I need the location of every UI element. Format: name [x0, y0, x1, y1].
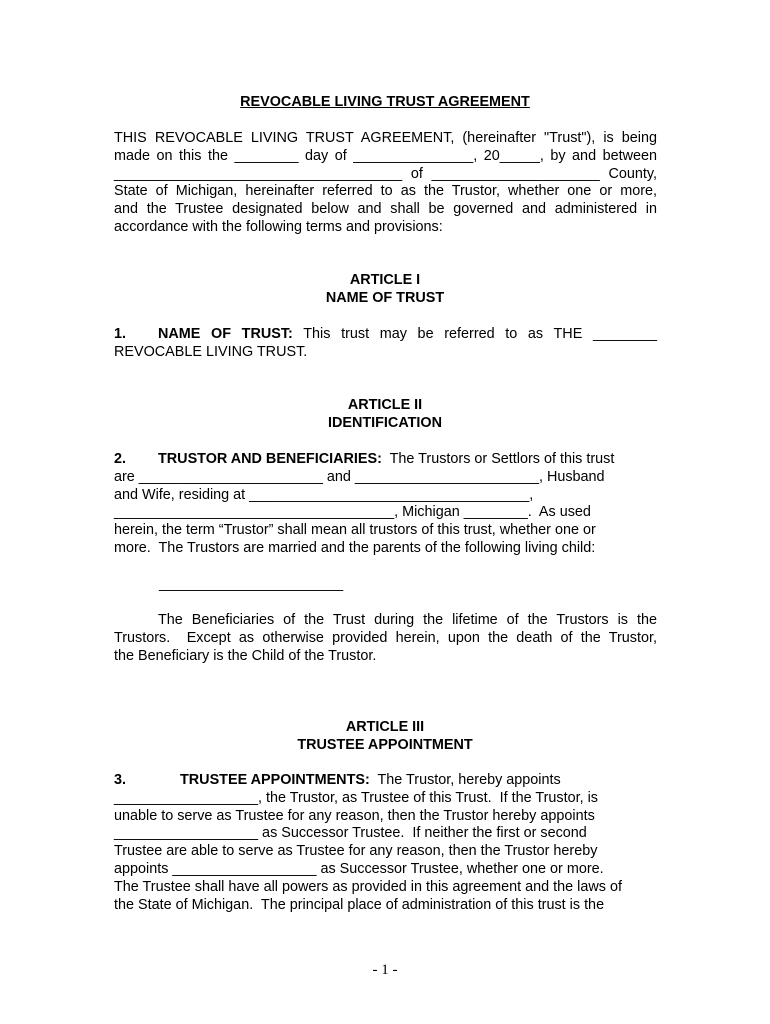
beneficiaries-line: the Beneficiary is the Child of the Trustor.: [114, 647, 377, 664]
article-1-subheading: NAME OF TRUST: [325, 290, 445, 306]
section-3-line: unable to serve as Trustee for any reason, then the Trustor hereby appoints: [114, 807, 595, 824]
intro-line: and the Trustee designated below and shall be governed and administered in: [114, 201, 657, 218]
intro-line: State of Michigan, hereinafter referred to as the Trustor, whether one or more,: [114, 183, 657, 200]
beneficiaries-line: Trustors. Except as otherwise provided herein, upon the death of the Trustor,: [114, 629, 657, 646]
section-2-text: The Trustors or Settlors of this trust: [389, 451, 615, 467]
beneficiaries-paragraph: [114, 612, 657, 665]
section-3-label: TRUSTEE APPOINTMENTS:: [180, 772, 370, 788]
section-1-line: [114, 326, 657, 344]
article-3-heading: ARTICLE III: [345, 719, 425, 735]
section-3-line: appoints __________________ as Successor Trustee, whether one or more.: [114, 860, 604, 877]
section-2-line: more. The Trustors are married and the parents of the following living child:: [114, 539, 596, 556]
article-1-heading: ARTICLE I: [349, 272, 421, 288]
article-2-heading: ARTICLE II: [347, 397, 423, 413]
section-3-line: __________________ as Successor Trustee. If neither the first or second: [114, 825, 587, 842]
intro-line: made on this the ________ day of _______________, 20_____, by and between: [114, 147, 657, 164]
document-title: REVOCABLE LIVING TRUST AGREEMENT: [240, 94, 530, 110]
section-2-line: and Wife, residing at ___________________________________,: [114, 486, 534, 503]
section-1-label: NAME OF TRUST:: [158, 326, 293, 342]
section-2-line: are _______________________ and _______________________, Husband: [114, 468, 605, 485]
section-3-line: Trustee are able to serve as Trustee for any reason, then the Trustor hereby: [114, 843, 598, 860]
section-1-text: This trust may be referred to as THE ________: [303, 326, 657, 342]
child-name-blank: _______________________: [159, 576, 344, 592]
beneficiaries-line: The Beneficiaries of the Trust during the lifetime of the Trustors is the: [158, 612, 657, 628]
section-1-paragraph: [114, 326, 657, 362]
section-3-line: [114, 772, 657, 790]
section-2-line: [114, 451, 657, 469]
section-3-number: 3.: [114, 772, 127, 788]
section-2-line: herein, the term “Trustor” shall mean all trustors of this trust, whether one or: [114, 522, 596, 539]
intro-line: accordance with the following terms and provisions:: [114, 218, 443, 235]
section-1-line: REVOCABLE LIVING TRUST.: [114, 343, 308, 360]
section-2-label: TRUSTOR AND BENEFICIARIES:: [158, 451, 382, 467]
intro-line: THIS REVOCABLE LIVING TRUST AGREEMENT, (hereinafter "Trust"), is being: [114, 130, 657, 146]
page-number: - 1 -: [372, 962, 398, 978]
section-3-paragraph: [114, 772, 657, 914]
article-2-subheading: IDENTIFICATION: [327, 415, 443, 431]
section-1-number: 1.: [114, 326, 127, 342]
intro-paragraph: [114, 130, 657, 237]
section-2-line: ___________________________________, Michigan ________. As used: [114, 504, 591, 521]
section-3-line: the State of Michigan. The principal place of administration of this trust is the: [114, 896, 605, 913]
section-2-number: 2.: [114, 451, 127, 467]
section-2-paragraph: [114, 451, 657, 558]
section-3-line: The Trustee shall have all powers as provided in this agreement and the laws of: [114, 878, 622, 895]
article-3-subheading: TRUSTEE APPOINTMENT: [297, 737, 473, 753]
intro-line: ____________________________________ of _____________________ County,: [114, 165, 657, 182]
section-3-line: __________________, the Trustor, as Trustee of this Trust. If the Trustor, is: [114, 789, 598, 806]
section-3-text: The Trustor, hereby appoints: [377, 772, 561, 788]
